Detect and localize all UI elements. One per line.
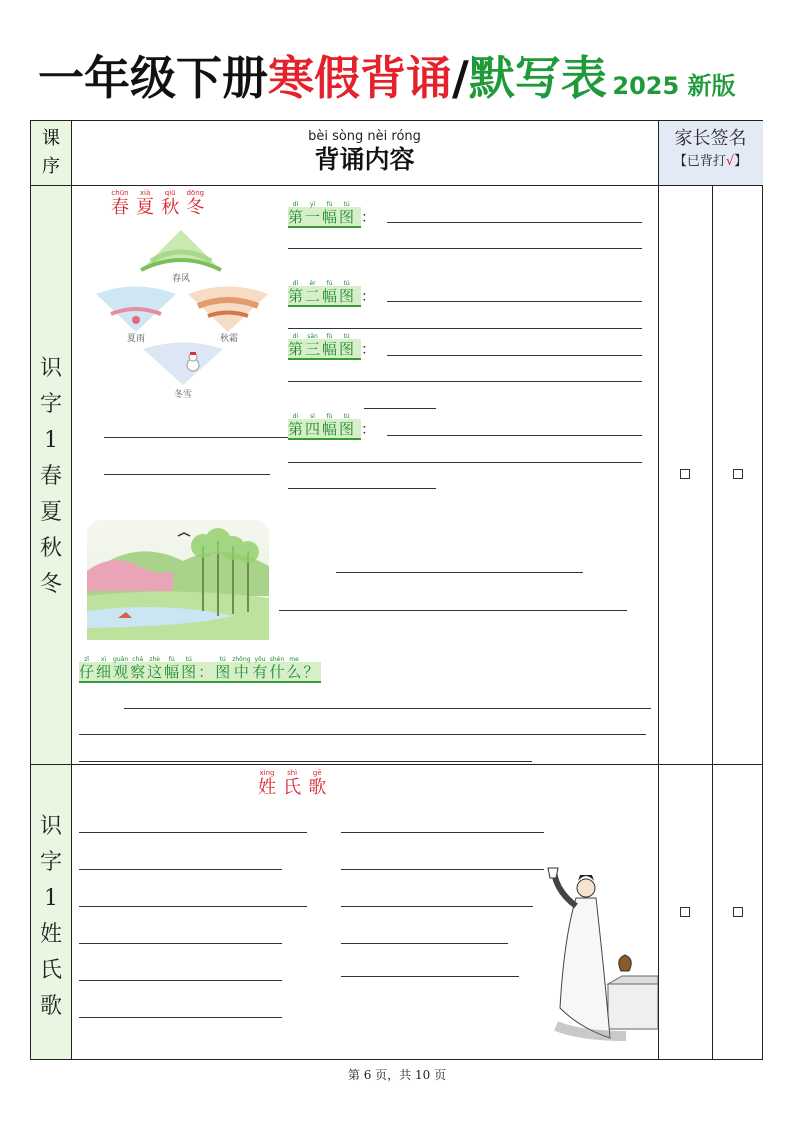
pinyin: guān	[113, 656, 129, 663]
pinyin: èr	[309, 280, 316, 287]
pinyin: tú	[343, 201, 350, 208]
answer-line[interactable]	[79, 980, 282, 981]
page-title	[38, 48, 736, 108]
hanzi: 第	[288, 420, 304, 438]
header-lesson-text: 课序	[42, 128, 60, 177]
page-footer: 第 6 页，共 10 页	[347, 1068, 447, 1082]
lesson-char: 识	[39, 814, 62, 839]
hanzi: 幅	[322, 420, 338, 438]
picture-label-3-text	[288, 333, 361, 360]
answer-line[interactable]	[341, 869, 544, 870]
divider	[31, 764, 762, 765]
header-content	[71, 129, 658, 175]
divider	[712, 185, 713, 1059]
title-dictation: 默写表	[468, 51, 607, 105]
title-version: 2025 新版	[612, 72, 736, 100]
lesson-char: 秋	[39, 536, 62, 561]
colon: ：	[361, 210, 376, 226]
title-slash: /	[452, 51, 469, 105]
autumn-fan-image	[183, 284, 273, 334]
answer-line[interactable]	[341, 976, 519, 977]
picture-label-3	[288, 333, 375, 359]
poem-title-surnames	[258, 769, 328, 799]
pinyin: tú	[343, 333, 350, 340]
hanzi: 察	[130, 663, 146, 681]
pinyin: sān	[307, 333, 318, 340]
pinyin: dì	[292, 280, 299, 287]
hanzi: 春	[111, 197, 129, 218]
pinyin: shén	[269, 656, 285, 663]
header-content-pinyin: bèi sòng nèi róng	[308, 129, 421, 144]
answer-line[interactable]	[124, 708, 651, 709]
hanzi: 第	[288, 208, 304, 226]
picture-label-2	[288, 280, 375, 306]
pinyin: chá	[132, 656, 144, 663]
title-recite: 寒假背诵	[268, 51, 452, 105]
header-content-title: 背诵内容	[314, 145, 415, 174]
answer-line[interactable]	[79, 906, 307, 907]
answer-line[interactable]	[104, 437, 288, 438]
hanzi: 第	[288, 340, 304, 358]
hanzi: 观	[113, 663, 129, 681]
hanzi: 幅	[322, 208, 338, 226]
answer-line[interactable]	[387, 355, 642, 356]
answer-line[interactable]	[341, 943, 508, 944]
parent-check-box[interactable]	[733, 469, 743, 479]
pinyin: fú	[168, 656, 175, 663]
picture-label-4	[288, 413, 375, 439]
hanzi: 么	[286, 663, 302, 681]
lesson-char: 字	[39, 850, 62, 875]
hanzi: ：	[198, 663, 214, 681]
answer-line[interactable]	[79, 1017, 282, 1018]
hanzi: 秋	[161, 197, 180, 218]
header-sign-open: 【已背打	[673, 154, 726, 169]
pinyin: sì	[310, 413, 315, 420]
lesson-char: 氏	[39, 958, 62, 983]
header-sign-sub	[658, 151, 763, 173]
pinyin: fú	[326, 201, 333, 208]
title-grade: 一年级下册	[38, 51, 268, 105]
hanzi: 这	[147, 663, 163, 681]
pinyin: gē	[312, 769, 322, 777]
hanzi: 二	[305, 287, 321, 305]
hanzi: 第	[288, 287, 304, 305]
winter-fan-image	[138, 341, 228, 386]
hanzi: 图	[339, 208, 355, 226]
pinyin: fú	[326, 413, 333, 420]
hanzi: 仔	[79, 663, 95, 681]
colon: ：	[361, 289, 376, 305]
recitation-table	[30, 120, 763, 1060]
colon: ：	[361, 422, 376, 438]
caption-summer: 夏雨	[126, 334, 145, 344]
answer-line[interactable]	[288, 248, 642, 249]
hanzi: 冬	[186, 197, 205, 218]
answer-line[interactable]	[79, 832, 307, 833]
lesson-char: 春	[39, 464, 62, 489]
parent-check-box[interactable]	[680, 469, 690, 479]
picture-label-4-text	[288, 413, 361, 440]
pinyin: zǐ	[84, 656, 89, 663]
scholar-illustration	[526, 866, 658, 1058]
answer-line[interactable]	[387, 301, 642, 302]
landscape-image	[83, 516, 273, 644]
lesson-char: 歌	[39, 994, 62, 1019]
lesson-char: 1	[44, 428, 58, 453]
lesson-label-2	[31, 809, 71, 1025]
pinyin: me	[289, 656, 299, 663]
hanzi: 歌	[308, 777, 327, 798]
poem-title-spring-summer	[111, 189, 206, 219]
hanzi: 四	[305, 420, 321, 438]
hanzi: 三	[305, 340, 321, 358]
observe-question-text	[79, 656, 321, 683]
answer-line[interactable]	[288, 381, 642, 382]
hanzi: 什	[269, 663, 285, 681]
answer-line[interactable]	[288, 328, 642, 329]
pinyin: yǒu	[254, 656, 266, 663]
hanzi: 图	[339, 420, 355, 438]
hanzi: 图	[339, 340, 355, 358]
pinyin: tú	[219, 656, 226, 663]
divider	[658, 121, 659, 1059]
answer-line[interactable]	[336, 572, 583, 573]
parent-check-box[interactable]	[680, 907, 690, 917]
parent-check-box[interactable]	[733, 907, 743, 917]
hanzi: 有	[252, 663, 268, 681]
answer-line[interactable]	[341, 906, 533, 907]
pinyin: zhè	[149, 656, 160, 663]
pinyin: fú	[326, 333, 333, 340]
hanzi: 图	[181, 663, 197, 681]
pinyin: dōng	[186, 189, 205, 197]
answer-line[interactable]	[288, 462, 642, 463]
caption-autumn: 秋霜	[219, 334, 238, 344]
pinyin: dì	[292, 201, 299, 208]
hanzi: 氏	[283, 777, 302, 798]
caption-winter: 冬雪	[173, 390, 192, 400]
lesson-char: 1	[44, 886, 58, 911]
header-sign	[658, 127, 763, 173]
hanzi: 夏	[136, 197, 155, 218]
answer-line[interactable]	[387, 222, 642, 223]
lesson-label-1	[31, 351, 71, 603]
caption-spring: 春风	[171, 274, 190, 284]
answer-line[interactable]	[79, 943, 282, 944]
hanzi: 幅	[322, 287, 338, 305]
answer-line[interactable]	[79, 734, 646, 735]
spring-fan-image	[136, 225, 226, 275]
hanzi: 一	[305, 208, 321, 226]
hanzi: 幅	[164, 663, 180, 681]
lesson-char: 字	[39, 392, 62, 417]
answer-line[interactable]	[79, 761, 532, 762]
check-mark-icon: √	[725, 154, 735, 169]
pinyin: tú	[343, 280, 350, 287]
hanzi: 姓	[258, 777, 276, 798]
divider	[31, 185, 762, 186]
pinyin: xì	[100, 656, 107, 663]
answer-line[interactable]	[104, 474, 270, 475]
answer-line[interactable]	[387, 435, 642, 436]
pinyin: xìng	[259, 769, 275, 777]
hanzi: 图	[215, 663, 231, 681]
hanzi: 幅	[322, 340, 338, 358]
observe-question	[79, 656, 321, 681]
hanzi: ？	[303, 663, 319, 681]
answer-line[interactable]	[79, 869, 282, 870]
divider	[71, 121, 72, 1059]
pinyin: xià	[139, 189, 151, 197]
pinyin: shì	[287, 769, 298, 777]
hanzi: 图	[339, 287, 355, 305]
picture-label-1-text	[288, 201, 361, 228]
answer-line[interactable]	[341, 832, 544, 833]
pinyin: yī	[309, 201, 316, 208]
pinyin: tú	[343, 413, 350, 420]
lesson-char: 冬	[39, 572, 62, 597]
hanzi: 细	[96, 663, 112, 681]
answer-line[interactable]	[288, 488, 436, 489]
pinyin: fú	[326, 280, 333, 287]
lesson-char: 夏	[39, 500, 62, 525]
header-sign-title: 家长签名	[674, 128, 747, 149]
header-sign-close: 】	[734, 154, 748, 169]
summer-fan-image	[91, 284, 181, 334]
lesson-char: 识	[39, 356, 62, 381]
pinyin: tú	[185, 656, 192, 663]
answer-line[interactable]	[364, 408, 436, 409]
pinyin: dì	[292, 333, 299, 340]
picture-label-2-text	[288, 280, 361, 307]
pinyin: zhōng	[232, 656, 251, 663]
colon: ：	[361, 342, 376, 358]
pinyin: qiū	[164, 189, 176, 197]
hanzi: 中	[233, 663, 249, 681]
pinyin: chūn	[111, 189, 129, 197]
lesson-char: 姓	[39, 922, 62, 947]
picture-label-1	[288, 201, 375, 227]
answer-line[interactable]	[279, 610, 627, 611]
pinyin: dì	[292, 413, 299, 420]
header-lesson	[31, 125, 71, 181]
